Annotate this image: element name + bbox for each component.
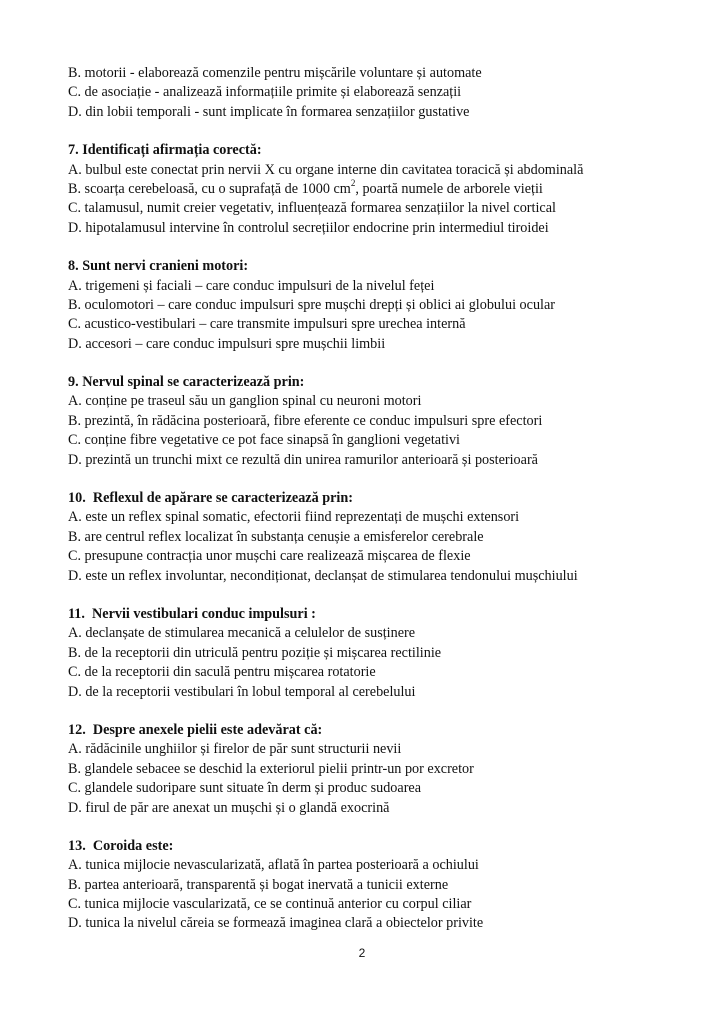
option-line: A. trigemeni și faciali – care conduc impulsuri de la nivelul feței bbox=[68, 277, 435, 294]
question-heading bbox=[68, 489, 688, 508]
option-line: B. scoarța cerebeloasă, cu o suprafață de 1000 $cm^2$, poartă numele de arborele vieții bbox=[68, 178, 543, 197]
question-number: 13. bbox=[68, 837, 86, 854]
question-13 bbox=[68, 837, 688, 934]
question-number: 9. bbox=[68, 374, 79, 391]
option-line: D. hipotalamusul intervine în controlul secrețiilor endocrine prin intermediul tiroidei bbox=[68, 219, 549, 236]
option-line: C. acustico-vestibulari – care transmite impulsuri spre urechea internă bbox=[68, 316, 466, 333]
question-number: 7. bbox=[68, 142, 79, 159]
question-heading bbox=[68, 837, 688, 856]
option-line: A. este un reflex spinal somatic, efectorii fiind reprezentați de mușchi extensori bbox=[68, 509, 520, 526]
question-11 bbox=[68, 605, 688, 702]
question-title: Reflexul de apărare se caracterizează prin: bbox=[92, 490, 353, 507]
option-line: A. rădăcinile unghiilor și firelor de păr sunt structurii nevii bbox=[68, 741, 402, 758]
superscript-2: 2 bbox=[350, 178, 356, 189]
question-number: 12. bbox=[68, 721, 86, 738]
question-title: Coroida este: bbox=[92, 837, 174, 854]
question-9 bbox=[68, 373, 688, 470]
intro-options bbox=[68, 64, 688, 122]
question-title: Despre anexele pielii este adevărat că: bbox=[92, 721, 323, 738]
question-7 bbox=[68, 141, 688, 238]
option-line: C. talamusul, numit creier vegetativ, influențează formarea senzațiilor la nivel cortical bbox=[68, 200, 556, 217]
option-line: C. conține fibre vegetative ce pot face sinapsă în ganglioni vegetativi bbox=[68, 432, 460, 449]
question-number: 8. bbox=[68, 258, 79, 275]
question-title: Nervii vestibulari conduc impulsuri : bbox=[92, 605, 316, 622]
option-line: A. conține pe traseul său un ganglion spinal cu neuroni motori bbox=[68, 393, 422, 410]
question-heading bbox=[68, 141, 688, 160]
option-line: C. tunica mijlocie vascularizată, ce se continuă anterior cu corpul ciliar bbox=[68, 896, 472, 913]
option-line: A. tunica mijlocie nevascularizată, aflată în partea posterioară a ochiului bbox=[68, 857, 479, 874]
question-heading bbox=[68, 373, 688, 392]
option-line: D. de la receptorii vestibulari în lobul temporal al cerebelului bbox=[68, 683, 416, 700]
option-line: D. este un reflex involuntar, necondiționat, declanșat de stimularea tendonului mușchiului bbox=[68, 567, 578, 584]
option-line: B. oculomotori – care conduc impulsuri spre mușchi drepți și oblici ai globului ocular bbox=[68, 296, 556, 313]
option-line: B. de la receptorii din utriculă pentru poziție și mișcarea rectilinie bbox=[68, 644, 442, 661]
question-12 bbox=[68, 721, 688, 818]
question-number: 10. bbox=[68, 490, 86, 507]
question-title: Nervul spinal se caracterizează prin: bbox=[82, 374, 305, 391]
option-line: B. partea anterioară, transparentă și bogat inervată a tunicii externe bbox=[68, 876, 449, 893]
option-line: C. de la receptorii din saculă pentru mișcarea rotatorie bbox=[68, 664, 376, 681]
question-heading bbox=[68, 721, 688, 740]
option-line: B. glandele sebacee se deschid la exteriorul pielii printr-un por excretor bbox=[68, 760, 474, 777]
question-title: Sunt nervi cranieni motori: bbox=[82, 258, 249, 275]
question-8 bbox=[68, 257, 688, 354]
option-line: D. prezintă un trunchi mixt ce rezultă din unirea ramurilor anterioară și posterioară bbox=[68, 451, 538, 468]
option-line: C. presupune contracția unor mușchi care realizează mișcarea de flexie bbox=[68, 548, 471, 565]
option-line: C. glandele sudoripare sunt situate în derm și produc sudoarea bbox=[68, 780, 422, 797]
document-page bbox=[68, 64, 688, 934]
option-line: D. tunica la nivelul căreia se formează imaginea clară a obiectelor privite bbox=[68, 915, 484, 932]
option-line: B. motorii - elaborează comenzile pentru mișcările voluntare și automate bbox=[68, 65, 482, 81]
option-line: B. are centrul reflex localizat în substanța cenușie a emisferelor cerebrale bbox=[68, 528, 484, 545]
question-heading bbox=[68, 257, 688, 276]
page-number: 2 bbox=[358, 946, 366, 960]
question-title: Identificați afirmația corectă: bbox=[82, 142, 262, 159]
option-line: D. firul de păr are anexat un mușchi și o glandă exocrină bbox=[68, 799, 390, 816]
question-10 bbox=[68, 489, 688, 586]
question-number: 11. bbox=[68, 605, 85, 622]
question-heading bbox=[68, 605, 688, 624]
option-line: A. declanșate de stimularea mecanică a celulelor de susținere bbox=[68, 625, 416, 642]
option-line: A. bulbul este conectat prin nervii X cu organe interne din cavitatea toracică și abdominală bbox=[68, 161, 584, 178]
option-line: D. din lobii temporali - sunt implicate în formarea senzațiilor gustative bbox=[68, 103, 470, 120]
option-line: D. accesori – care conduc impulsuri spre mușchii limbii bbox=[68, 335, 386, 352]
option-line: B. prezintă, în rădăcina posterioară, fibre eferente ce conduc impulsuri spre efectori bbox=[68, 412, 543, 429]
option-line: C. de asociație - analizează informațiile primite și elaborează senzații bbox=[68, 84, 462, 101]
